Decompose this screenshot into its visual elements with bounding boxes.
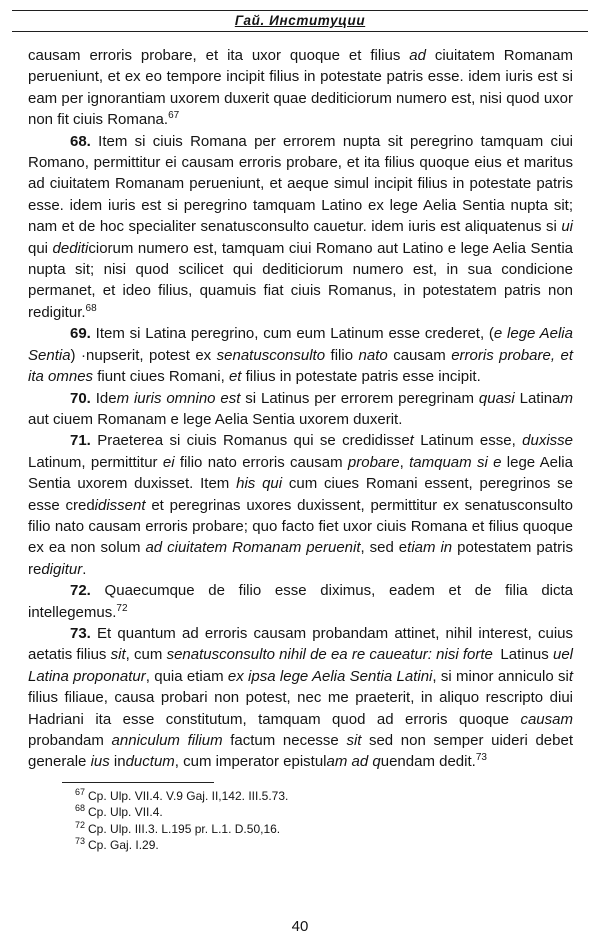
paragraph-69: 69. Item si Latina peregrino, cum eum Latinum esse crederet, (e lege Aelia Sentia) ·nupserit, potest ex senatusconsulto filio nato causam erroris probare, et ita omnes fiunt ciues Romani, et filius in potestate patris esse incipit. xyxy=(28,325,574,386)
page-header xyxy=(0,0,600,32)
body-text xyxy=(28,45,573,773)
footnote-text: Cp. Ulp. III.3. L.195 pr. L.1. D.50,16. xyxy=(88,821,281,836)
paragraph-68: 68. Item si ciuis Romana per errorem nupta sit peregrino tamquam ciui Romano, permittitur ei causam erroris probare, et ita filius quoque eius et maritus ad ciuitatem Romanam perueniunt, et aeque simul incipit filius in potestate patris esse. idem iuris est si peregrino tamquam Latino ex lege Aelia Sentia nupta sit; nam et de hoc specialiter senatusconsulto cauetur. idem iuris est aliquatenus si ui qui dediticiorum numero est, tamquam ciui Romano aut Latino e lege Aelia Sentia nupta sit; nisi quod scilicet qui dediticiorum numero est, in sua condicione permanet, et ideo filius, quamuis fiat ciuis Romanus, in potestatem patris non redigitur.$^{68}$ xyxy=(28,132,573,321)
footnote-67 xyxy=(75,788,600,805)
footnote-text: Cp. Ulp. VII.4. V.9 Gaj. II,142. III.5.73. xyxy=(88,788,289,803)
running-title: Гай. Институции xyxy=(234,13,366,28)
paragraph-71: 71. Praeterea si ciuis Romanus qui se credidisset Latinum esse, duxisse Latinum, permittitur ei filio nato erroris causam probare, tamquam si e lege Aelia Sentia uxorem duxisset. Item his qui cum ciues Romani essent, peregrinos se esse credidissent et peregrinas uxores duxissent, permittitur ex senatusconsulto filio nato causam erroris probare; quo facto fiet uxor ciuis Romana et filius quoque ex ea non solum ad ciuitatem Romanam peruenit, sed etiam in potestatem patris redigitur. xyxy=(28,432,574,578)
footnote-number: 72 xyxy=(75,819,86,830)
footnote-text: Cp. Ulp. VII.4. xyxy=(88,805,163,820)
footnote-73 xyxy=(75,837,600,854)
paragraph-continuation: causam erroris probare, et ita uxor quoque et filius ad ciuitatem Romanam perueniunt, et ex eo tempore incipit filius in potestate patris esse. idem iuris est si eam per ignorantiam uxorem duxerit quae dediticiorum numero est, nisi quod uxor non fit ciuis Romana.$^{67}$ xyxy=(28,47,573,129)
footnotes xyxy=(75,788,600,854)
header-rule-bottom xyxy=(12,31,588,32)
paragraph-70: 70. Idem iuris omnino est si Latinus per errorem peregrinam quasi Latinam aut ciuem Romanam e lege Aelia Sentia uxorem duxerit. xyxy=(28,389,573,428)
paragraph-72: 72. Quaecumque de filio esse diximus, eadem et de filia dicta intellegemus.$^{72}$ xyxy=(28,582,573,621)
footnote-text: Cp. Gaj. I.29. xyxy=(88,838,159,853)
footnote-number: 68 xyxy=(75,803,86,814)
footnote-number: 67 xyxy=(75,786,86,797)
header-rule-top xyxy=(12,10,588,11)
footnote-72 xyxy=(75,821,600,838)
footnote-separator xyxy=(62,782,214,783)
page-number: 40 xyxy=(291,918,309,935)
footnote-number: 73 xyxy=(75,836,86,847)
paragraph-73: 73. Et quantum ad erroris causam probandam attinet, nihil interest, cuius aetatis filius sit, cum senatusconsulto nihil de ea re caueatur: nisi forte Latinus uel Latina proponatur, quia etiam ex ipsa lege Aelia Sentia Latini, si minor anniculo sit filius filiaue, causa probari non potest, nec me praeterit, in aliquo rescripto diui Hadriani ita esse constitutum, tamquam quod ad erroris quoque causam probandam anniculum filium factum necesse sit sed non semper uideri debet generale ius inductum, cum imperator epistulam ad quendam dedit.$^{73}$ xyxy=(28,624,574,771)
footnote-68 xyxy=(75,804,600,821)
